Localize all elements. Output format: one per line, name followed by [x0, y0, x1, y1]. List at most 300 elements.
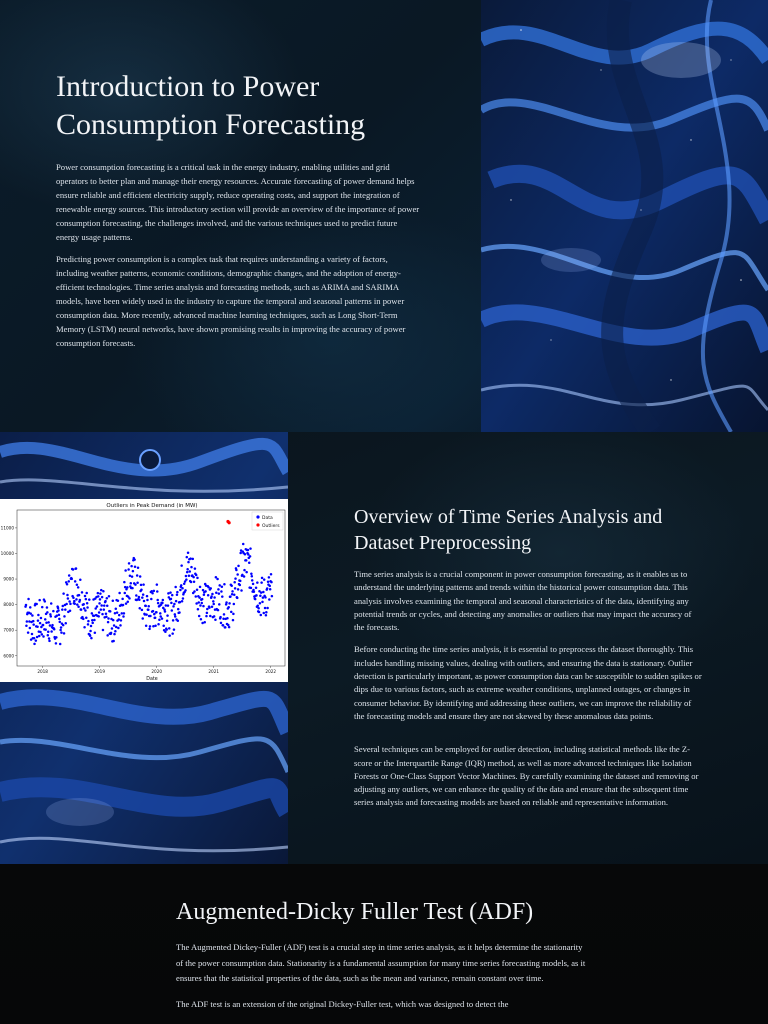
- data-point: [138, 596, 141, 599]
- slide-introduction: [0, 0, 768, 432]
- data-point: [254, 598, 257, 601]
- data-point: [29, 606, 32, 609]
- data-point: [32, 623, 35, 626]
- data-point: [207, 586, 210, 589]
- data-point: [255, 586, 258, 589]
- data-point: [69, 603, 72, 606]
- data-point: [127, 568, 130, 571]
- data-point: [81, 591, 84, 594]
- data-point: [65, 603, 68, 606]
- data-point: [216, 578, 219, 581]
- y-tick-label: 10000: [0, 550, 14, 556]
- data-point: [260, 591, 263, 594]
- data-point: [42, 635, 45, 638]
- data-point: [203, 594, 206, 597]
- data-point: [168, 634, 171, 637]
- adf-text-column: [176, 898, 590, 1022]
- data-point: [141, 596, 144, 599]
- data-point: [213, 596, 216, 599]
- data-point: [76, 603, 79, 606]
- data-point: [172, 605, 175, 608]
- data-point: [168, 627, 171, 630]
- slide-time-series-overview: [0, 432, 768, 864]
- data-point: [121, 612, 124, 615]
- data-point: [175, 600, 178, 603]
- data-point: [88, 598, 91, 601]
- data-point: [149, 615, 152, 618]
- data-point: [258, 611, 261, 614]
- data-point: [228, 602, 231, 605]
- data-point: [214, 618, 217, 621]
- data-point: [91, 612, 94, 615]
- data-point: [37, 619, 40, 622]
- x-tick-label: 2022: [265, 669, 277, 674]
- data-point: [29, 612, 32, 615]
- x-tick-label: 2019: [94, 669, 106, 674]
- plot-area: [17, 510, 285, 666]
- data-point: [42, 624, 45, 627]
- data-point: [77, 586, 80, 589]
- data-point: [31, 614, 34, 617]
- adf-title: Augmented-Dicky Fuller Test (ADF): [176, 899, 534, 925]
- data-point: [94, 632, 97, 635]
- data-point: [236, 573, 239, 576]
- data-point: [187, 551, 190, 554]
- data-point: [134, 565, 137, 568]
- data-point: [242, 543, 245, 546]
- data-point: [59, 621, 62, 624]
- data-point: [27, 598, 30, 601]
- data-point: [82, 618, 85, 621]
- data-point: [192, 576, 195, 579]
- data-point: [220, 622, 223, 625]
- data-point: [181, 587, 184, 590]
- data-point: [186, 568, 189, 571]
- x-axis-label: Date: [146, 677, 158, 682]
- data-point: [48, 637, 51, 640]
- data-point: [140, 589, 143, 592]
- x-tick-label: 2020: [151, 669, 163, 674]
- data-point: [118, 592, 121, 595]
- data-point: [109, 610, 112, 613]
- data-point: [233, 603, 236, 606]
- data-point: [232, 619, 235, 622]
- data-point: [217, 588, 220, 591]
- data-point: [103, 608, 106, 611]
- data-point: [151, 592, 154, 595]
- data-point: [189, 557, 192, 560]
- data-point: [269, 588, 272, 591]
- data-point: [226, 617, 229, 620]
- data-point: [58, 618, 61, 621]
- data-point: [195, 595, 198, 598]
- data-point: [115, 626, 118, 629]
- data-point: [174, 613, 177, 616]
- data-point: [222, 624, 225, 627]
- data-point: [87, 623, 90, 626]
- data-point: [37, 614, 40, 617]
- data-point: [157, 623, 160, 626]
- data-point: [207, 594, 210, 597]
- data-point: [61, 608, 64, 611]
- data-point: [218, 603, 221, 606]
- data-point: [154, 624, 157, 627]
- data-point: [180, 564, 183, 567]
- data-point: [123, 612, 126, 615]
- x-axis: [37, 666, 276, 674]
- data-point: [185, 578, 188, 581]
- data-point: [235, 569, 238, 572]
- data-point: [250, 573, 253, 576]
- data-point: [127, 601, 130, 604]
- y-tick-label: 8000: [3, 602, 14, 608]
- data-point: [172, 619, 175, 622]
- overview-paragraph-2: Before conducting the time series analysis, it is essential to preprocess the dataset thoroughly. This includes handling missing values, dealing with outliers, and ensuring the data is stationary. Outlier detection is particularly important, as power consumption data can be susceptible to sudden spikes or dips due to various factors, such as extreme weather conditions, unplanned outages, or changes in consumer behavior. By identifying and addressing these outliers, we can improve the reliability of the forecasting models and ensure they are not skewed by these anomalous data points.: [354, 644, 702, 721]
- data-point: [154, 616, 157, 619]
- data-point: [105, 613, 108, 616]
- overview-paragraph-1: Time series analysis is a crucial component in power consumption forecasting, as it enables us to understand the underlying patterns and trends within the historical power consumption data. This analysis involves examining the temporal and seasonal characteristics of the data, identifying any potential trends or cycles, and detecting any anomalies or outliers that may impact the accuracy of the forecasts.: [354, 569, 692, 633]
- data-point: [99, 592, 102, 595]
- data-point: [84, 595, 87, 598]
- data-point: [262, 591, 265, 594]
- data-point: [29, 627, 32, 630]
- data-point: [83, 607, 86, 610]
- data-point: [72, 568, 75, 571]
- data-point: [266, 607, 269, 610]
- data-point: [126, 586, 129, 589]
- data-point: [237, 565, 240, 568]
- data-point: [106, 597, 109, 600]
- data-point: [146, 595, 149, 598]
- data-point: [125, 602, 128, 605]
- data-point: [171, 632, 174, 635]
- data-point: [224, 626, 227, 629]
- data-point: [161, 617, 164, 620]
- data-point: [65, 622, 68, 625]
- data-point: [86, 602, 89, 605]
- data-point: [239, 552, 242, 555]
- data-point: [218, 592, 221, 595]
- data-point: [135, 594, 138, 597]
- data-point: [158, 618, 161, 621]
- data-point: [142, 593, 145, 596]
- intro-body: [56, 160, 420, 350]
- data-point: [68, 600, 71, 603]
- data-point: [50, 630, 53, 633]
- data-point: [113, 633, 116, 636]
- data-point: [119, 624, 122, 627]
- data-point: [36, 636, 39, 639]
- data-point: [89, 630, 92, 633]
- legend-outliers-label: Outliers: [262, 524, 280, 529]
- data-point: [131, 587, 134, 590]
- data-point: [112, 619, 115, 622]
- data-point: [196, 588, 199, 591]
- data-point: [234, 587, 237, 590]
- data-point: [260, 581, 263, 584]
- data-point: [60, 631, 63, 634]
- data-point: [179, 589, 182, 592]
- data-point: [63, 615, 66, 618]
- data-point: [261, 601, 264, 604]
- data-point: [96, 605, 99, 608]
- data-point: [193, 580, 196, 583]
- data-point: [270, 573, 273, 576]
- data-point: [263, 612, 266, 615]
- data-point: [243, 575, 246, 578]
- data-point: [103, 604, 106, 607]
- data-point: [249, 547, 252, 550]
- data-point: [107, 617, 110, 620]
- data-point: [93, 614, 96, 617]
- data-point: [90, 637, 93, 640]
- data-point: [47, 631, 50, 634]
- data-point: [86, 606, 89, 609]
- data-point: [174, 586, 177, 589]
- data-point: [173, 628, 176, 631]
- data-point: [188, 575, 191, 578]
- data-point: [98, 602, 101, 605]
- data-point: [159, 615, 162, 618]
- data-point: [190, 581, 193, 584]
- data-point: [32, 620, 35, 623]
- data-point: [100, 604, 103, 607]
- data-point: [212, 603, 215, 606]
- data-point: [244, 553, 247, 556]
- peak-demand-chart-svg: [0, 499, 288, 682]
- data-point: [236, 597, 239, 600]
- data-point: [260, 614, 263, 617]
- data-point: [62, 605, 64, 608]
- data-point: [145, 624, 148, 627]
- data-point: [57, 609, 60, 612]
- data-point: [147, 605, 150, 608]
- data-point: [101, 596, 104, 599]
- data-point: [199, 586, 202, 589]
- data-point: [206, 612, 209, 615]
- data-point: [58, 614, 61, 617]
- data-point: [118, 618, 121, 621]
- data-point: [267, 581, 270, 584]
- data-point: [146, 599, 149, 602]
- data-point: [101, 613, 104, 616]
- data-point: [91, 619, 94, 622]
- data-point: [85, 592, 88, 595]
- data-point: [122, 604, 125, 607]
- peak-demand-chart: [0, 499, 288, 682]
- data-point: [253, 591, 256, 594]
- data-point: [28, 620, 31, 623]
- data-point: [59, 629, 62, 632]
- data-point: [72, 597, 75, 600]
- y-axis: [1, 525, 17, 658]
- data-point: [67, 597, 70, 600]
- data-point: [138, 599, 141, 602]
- data-point: [252, 583, 255, 586]
- data-point: [203, 621, 206, 624]
- data-point: [255, 594, 258, 597]
- data-point: [152, 610, 155, 613]
- data-point: [46, 606, 49, 609]
- data-point: [46, 611, 49, 614]
- data-point: [162, 624, 165, 627]
- data-point: [73, 600, 76, 603]
- data-point: [130, 582, 133, 585]
- data-point: [35, 603, 38, 606]
- data-point: [213, 615, 216, 618]
- data-point: [31, 633, 34, 636]
- data-point: [100, 608, 103, 611]
- data-point: [209, 615, 212, 618]
- data-point: [117, 627, 120, 630]
- data-point: [159, 612, 162, 615]
- data-point: [184, 589, 187, 592]
- data-point: [66, 594, 69, 597]
- data-point: [231, 590, 234, 593]
- data-point: [144, 605, 147, 608]
- data-point: [165, 628, 168, 631]
- intro-title: Introduction to Power Consumption Forecasting: [56, 70, 366, 141]
- data-point: [137, 566, 140, 569]
- data-point: [259, 595, 262, 598]
- outlier-point: [228, 521, 231, 524]
- data-point: [52, 610, 55, 613]
- data-point: [68, 580, 71, 583]
- data-point: [107, 621, 110, 624]
- data-point: [177, 620, 180, 623]
- data-point: [256, 581, 259, 584]
- data-point: [106, 605, 109, 608]
- data-point: [245, 559, 248, 562]
- data-point: [45, 622, 48, 625]
- data-point: [199, 604, 202, 607]
- data-point: [83, 626, 86, 629]
- adf-body: [176, 940, 590, 1012]
- data-point: [114, 612, 117, 615]
- data-point: [251, 575, 254, 578]
- data-point: [60, 626, 63, 629]
- data-point: [212, 600, 215, 603]
- data-point: [268, 598, 271, 601]
- data-point: [185, 575, 188, 578]
- data-point: [50, 602, 53, 605]
- data-point: [221, 595, 224, 598]
- data-point: [136, 574, 139, 577]
- y-tick-label: 7000: [3, 627, 14, 633]
- data-point: [228, 626, 231, 629]
- data-point: [171, 594, 174, 597]
- data-point: [156, 590, 159, 593]
- data-point: [84, 609, 87, 612]
- data-point: [229, 595, 232, 598]
- data-point: [39, 622, 42, 625]
- data-point: [198, 601, 201, 604]
- data-point: [104, 600, 107, 603]
- data-point: [247, 553, 250, 556]
- data-point: [39, 631, 42, 634]
- data-point: [171, 609, 174, 612]
- data-point: [90, 625, 93, 628]
- data-point: [38, 599, 41, 602]
- data-point: [265, 614, 268, 617]
- data-point: [173, 603, 176, 606]
- data-point: [205, 615, 208, 618]
- data-point: [148, 628, 151, 631]
- data-point: [165, 604, 168, 607]
- data-point: [271, 595, 274, 598]
- data-point: [259, 602, 262, 605]
- data-point: [33, 637, 36, 640]
- fluid-art-image: [481, 0, 768, 432]
- data-point: [166, 619, 169, 622]
- data-point: [97, 615, 100, 618]
- data-point: [189, 570, 192, 573]
- data-point: [105, 616, 108, 619]
- y-tick-label: 6000: [3, 653, 14, 659]
- data-point: [194, 567, 197, 570]
- data-point: [239, 580, 242, 583]
- legend-outliers-marker: [256, 523, 259, 526]
- data-point: [211, 593, 214, 596]
- data-point: [176, 591, 179, 594]
- y-tick-label: 9000: [3, 576, 14, 582]
- intro-text-column: [56, 68, 420, 358]
- data-point: [44, 600, 47, 603]
- data-point: [147, 609, 150, 612]
- data-point: [153, 590, 156, 593]
- data-point: [49, 624, 52, 627]
- data-point: [186, 556, 189, 559]
- data-point: [221, 586, 224, 589]
- data-point: [113, 624, 116, 627]
- data-point: [182, 597, 185, 600]
- intro-paragraph-2: Predicting power consumption is a complex task that requires understanding a variety of factors, including weather patterns, economic conditions, demographic changes, and the adoption of energy-efficient technologies. Time series analysis and forecasting methods, such as ARIMA and SARIMA models, have been widely used in the industry to capture the temporal and seasonal patterns in power consumption data. More recently, advanced machine learning techniques, such as Long Short-Term Memory (LSTM) neural networks, have shown promising results in improving the accuracy of power consumption forecasts.: [56, 254, 406, 348]
- data-point: [143, 600, 146, 603]
- data-point: [164, 610, 167, 613]
- data-point: [79, 578, 82, 581]
- data-point: [97, 592, 100, 595]
- data-point: [130, 565, 133, 568]
- data-point: [195, 574, 198, 577]
- data-point: [209, 587, 212, 590]
- data-point: [79, 599, 82, 602]
- data-point: [77, 605, 80, 608]
- data-point: [206, 608, 209, 611]
- data-point: [123, 581, 126, 584]
- data-point: [155, 611, 158, 614]
- data-point: [91, 622, 94, 625]
- data-point: [186, 571, 189, 574]
- data-point: [133, 558, 136, 561]
- data-point: [134, 583, 137, 586]
- data-point: [187, 561, 190, 564]
- data-point: [193, 590, 196, 593]
- data-point: [117, 599, 120, 602]
- data-point: [40, 617, 43, 620]
- data-point: [124, 592, 127, 595]
- data-point: [124, 569, 127, 572]
- data-point: [237, 588, 240, 591]
- slide-adf-test: [0, 864, 768, 1024]
- data-point: [87, 620, 90, 623]
- x-tick-label: 2018: [37, 669, 48, 674]
- data-point: [156, 599, 159, 602]
- data-point: [108, 595, 111, 598]
- data-point: [177, 608, 180, 611]
- data-point: [98, 611, 101, 614]
- data-point: [249, 555, 252, 558]
- data-point: [264, 607, 267, 610]
